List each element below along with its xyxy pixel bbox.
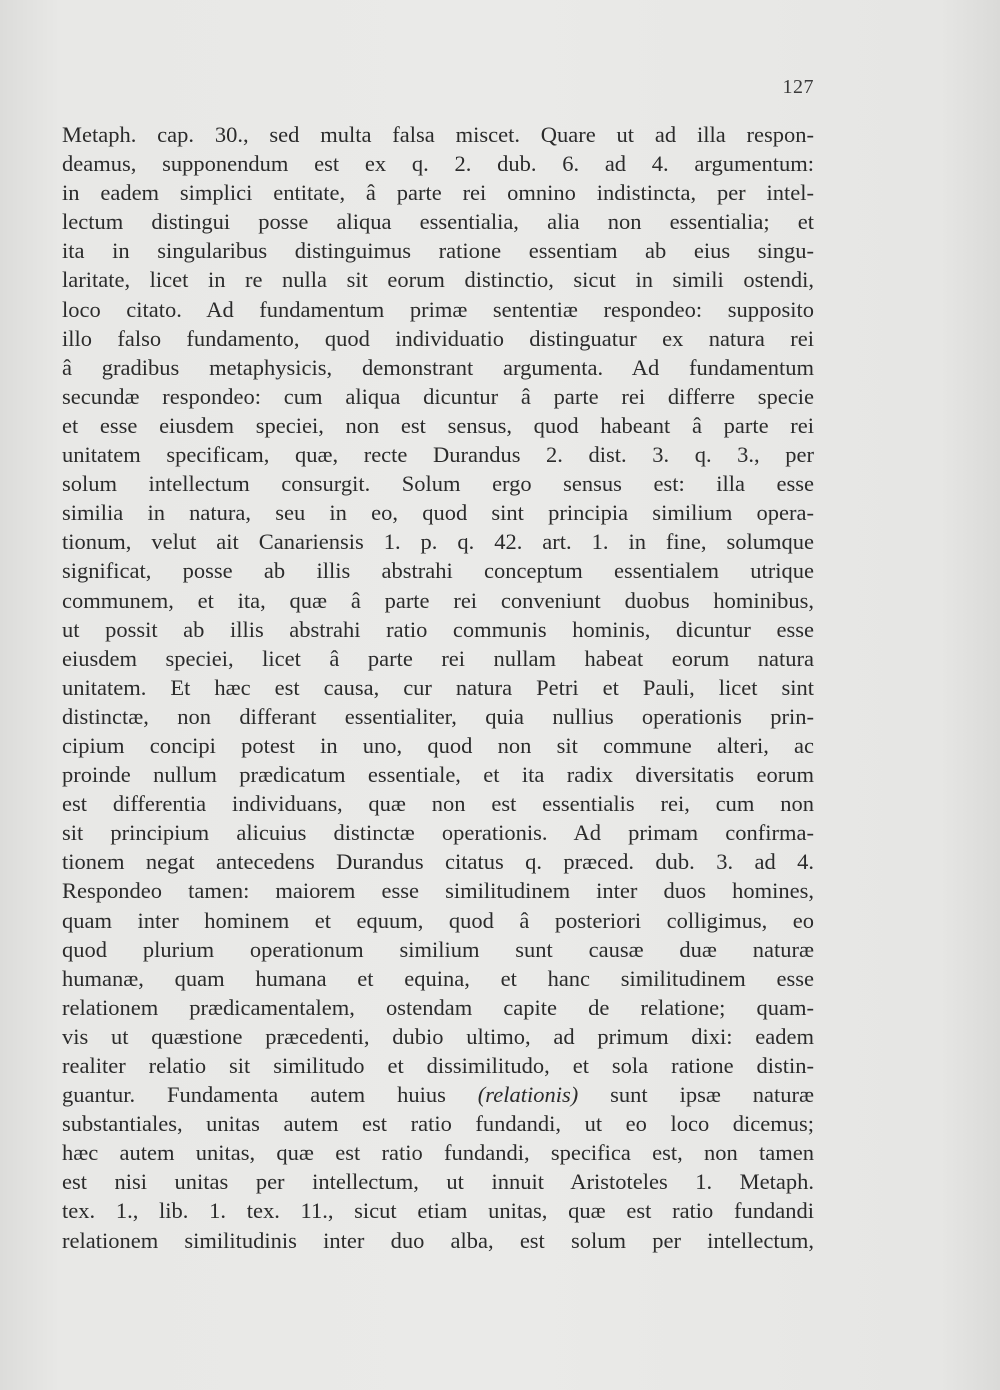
text-line: relationem similitudinis inter duo alba, est solum per intellectum, bbox=[62, 1227, 814, 1253]
text-line: Respondeo tamen: maiorem esse similitudinem inter duos homines, bbox=[62, 878, 814, 904]
text-line: unitatem. Et hæc est causa, cur natura Petri et Pauli, licet sint bbox=[62, 674, 814, 700]
text-line: humanæ, quam humana et equina, et hanc similitudinem esse bbox=[62, 965, 814, 991]
text-line: similia in natura, seu in eo, quod sint principia similium opera- bbox=[62, 500, 814, 526]
text-line: illo falso fundamento, quod individuatio distinguatur ex natura rei bbox=[62, 325, 814, 351]
body-text bbox=[62, 120, 814, 1255]
text-line: eiusdem speciei, licet â parte rei nullam habeat eorum natura bbox=[62, 645, 814, 671]
text-line: distinctæ, non differant essentialiter, quia nullius operationis prin- bbox=[62, 703, 814, 729]
text-line: ut possit ab illis abstrahi ratio communis hominis, dicuntur esse bbox=[62, 616, 814, 642]
text-line: lectum distingui posse aliqua essentialia, alia non essentialia; et bbox=[62, 209, 814, 235]
text-line: deamus, supponendum est ex q. 2. dub. 6. ad 4. argumentum: bbox=[62, 151, 814, 177]
text-line: est differentia individuans, quæ non est essentialis rei, cum non bbox=[62, 791, 814, 817]
text-line: in eadem simplici entitate, â parte rei omnino indistincta, per intel- bbox=[62, 180, 814, 206]
text-line: vis ut quæstione præcedenti, dubio ultimo, ad primum dixi: eadem bbox=[62, 1023, 814, 1049]
text-line: relationem prædicamentalem, ostendam capite de relatione; quam- bbox=[62, 994, 814, 1020]
text-line: realiter relatio sit similitudo et dissimilitudo, et sola ratione distin- bbox=[62, 1053, 814, 1078]
text-line: â gradibus metaphysicis, demonstrant argumenta. Ad fundamentum bbox=[62, 354, 814, 380]
text-line: unitatem specificam, quæ, recte Durandus 2. dist. 3. q. 3., per bbox=[62, 442, 814, 468]
text-line: substantiales, unitas autem est ratio fundandi, ut eo loco dicemus; bbox=[62, 1111, 814, 1137]
text-line: cipium concipi potest in uno, quod non sit commune alteri, ac bbox=[62, 732, 814, 758]
text-line: communem, et ita, quæ â parte rei conveniunt duobus hominibus, bbox=[62, 587, 814, 613]
text-line: ita in singularibus distinguimus ratione essentiam ab eius singu- bbox=[62, 238, 814, 264]
page-number: 127 bbox=[782, 76, 814, 98]
text-line: quod plurium operationum similium sunt causæ duæ naturæ bbox=[62, 936, 814, 962]
text-line: Metaph. cap. 30., sed multa falsa miscet. Quare ut ad illa respon- bbox=[62, 122, 814, 147]
text-line: secundæ respondeo: cum aliqua dicuntur â parte rei differre specie bbox=[62, 383, 814, 409]
italic-word: (relationis) bbox=[477, 1082, 579, 1108]
text-line: sit principium alicuius distinctæ operationis. Ad primam confirma- bbox=[62, 820, 814, 846]
text-line: est nisi unitas per intellectum, ut innuit Aristoteles 1. Metaph. bbox=[62, 1169, 814, 1195]
text-line: loco citato. Ad fundamentum primæ sententiæ respondeo: supposito bbox=[62, 296, 814, 322]
text-line: tionem negat antecedens Durandus citatus q. præced. dub. 3. ad 4. bbox=[62, 849, 814, 875]
text-line: proinde nullum prædicatum essentiale, et ita radix diversitatis eorum bbox=[62, 762, 814, 788]
text-line: et esse eiusdem speciei, non est sensus, quod habeant â parte rei bbox=[62, 412, 814, 438]
text-line: quam inter hominem et equum, quod â posteriori colligimus, eo bbox=[62, 907, 814, 933]
text-line: tex. 1., lib. 1. tex. 11., sicut etiam unitas, quæ est ratio fundandi bbox=[62, 1198, 814, 1224]
text-line: guantur. Fundamenta autem huius (relationis) sunt ipsæ naturæ bbox=[62, 1082, 814, 1108]
text-line: significat, posse ab illis abstrahi conceptum essentialem utrique bbox=[62, 558, 814, 584]
text-line: tionum, velut ait Canariensis 1. p. q. 42. art. 1. in fine, solumque bbox=[62, 529, 814, 555]
text-line: laritate, licet in re nulla sit eorum distinctio, sicut in simili ostendi, bbox=[62, 267, 814, 293]
text-line: hæc autem unitas, quæ est ratio fundandi, specifica est, non tamen bbox=[62, 1140, 814, 1166]
text-line: solum intellectum consurgit. Solum ergo sensus est: illa esse bbox=[62, 471, 814, 497]
